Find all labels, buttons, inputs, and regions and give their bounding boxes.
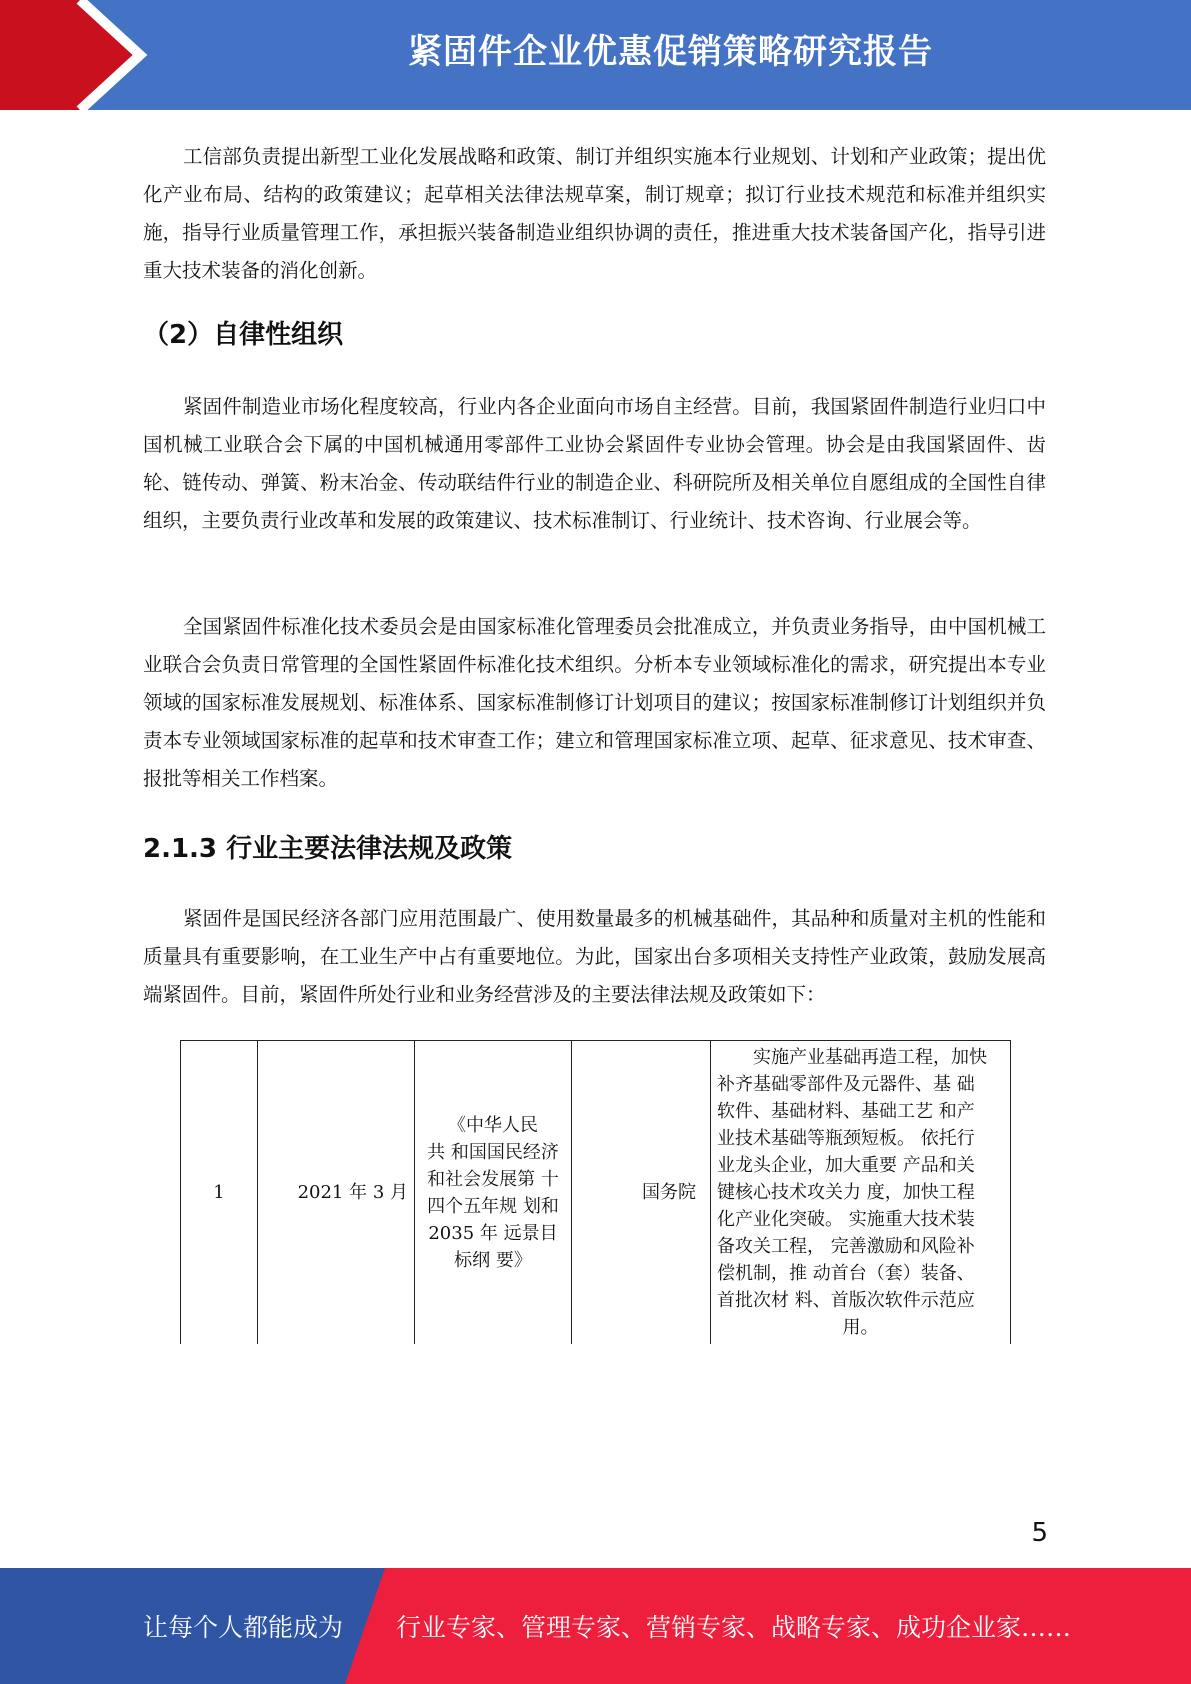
policy-name-line: 标纲 要》 (454, 1249, 532, 1271)
report-title: 紧固件企业优惠促销策略研究报告 (408, 32, 933, 72)
cell-content (711, 1041, 1011, 1345)
policy-name-line: 共 和国国民经济 (427, 1141, 559, 1163)
footer-slogan-right: 行业专家、管理专家、营销专家、战略专家、成功企业家…… (396, 1613, 1072, 1642)
footer-slogan-left: 让每个人都能成为 (143, 1613, 344, 1642)
cell-department: 国务院 (572, 1041, 711, 1345)
content-line: 键核心技术攻关力 度，加快工程 (717, 1182, 975, 1203)
paragraph-miit: 工信部负责提出新型工业化发展战略和政策、制订并组织实施本行业规划、计划和产业政策；提出优化产业布局、结构的政策建议；起草相关法律法规草案，制订规章；拟订行业技术规范和标准并组织实施，指导行业质量管理工作，承担振兴装备制造业组织协调的责任，推进重大技术装备国产化，指导引进重大技术装备的消化创新。 (143, 145, 1046, 282)
content-line: 业技术基础等瓶颈短板。 依托行 (717, 1128, 975, 1149)
policy-table (180, 1040, 1011, 1344)
content-line: 实施产业基础再造工程，加快 (753, 1047, 987, 1068)
policy-name-line: 和社会发展第 十 (427, 1168, 559, 1190)
policy-name-line: 2035 年 远景目 (428, 1222, 558, 1244)
cell-policy-name (415, 1041, 572, 1345)
content-line: 偿机制，推 动首台（套）装备、 (717, 1263, 975, 1284)
policy-name-line: 四个五年规 划和 (427, 1195, 559, 1217)
section-heading-self-regulatory: （2）自律性组织 (143, 320, 344, 350)
paragraph-fastener-intro: 紧固件是国民经济各部门应用范围最广、使用数量最多的机械基础件，其品种和质量对主机的性能和质量具有重要影响，在工业生产中占有重要地位。为此，国家出台多项相关支持性产业政策，鼓励发展高端紧固件。目前，紧固件所处行业和业务经营涉及的主要法律法规及政策如下： (143, 907, 1046, 1006)
cell-date: 2021 年 3 月 (258, 1041, 415, 1345)
section-heading-laws: 2.1.3 行业主要法律法规及政策 (143, 834, 513, 864)
content-line: 业龙头企业，加大重要 产品和关 (717, 1155, 975, 1176)
paragraph-standards-committee: 全国紧固件标准化技术委员会是由国家标准化管理委员会批准成立，并负责业务指导，由中国机械工业联合会负责日常管理的全国性紧固件标准化技术组织。分析本专业领域标准化的需求，研究提出本专业领域的国家标准发展规划、标准体系、国家标准制修订计划项目的建议；按国家标准制修订计划组织并负责本专业领域国家标准的起草和技术审查工作；建立和管理国家标准立项、起草、征求意见、技术审查、报批等相关工作档案。 (143, 615, 1046, 790)
content-line: 软件、基础材料、基础工艺 和产 (717, 1101, 975, 1122)
content-line: 用。 (842, 1317, 879, 1338)
page-number: 5 (1031, 1518, 1048, 1548)
content-line: 备攻关工程， 完善激励和风险补 (717, 1236, 975, 1257)
content-line: 化产业化突破。 实施重大技术装 (717, 1209, 975, 1230)
content-line: 首批次材 料、首版次软件示范应 (717, 1290, 975, 1311)
cell-number: 1 (181, 1041, 258, 1345)
content-line: 补齐基础零部件及元器件、基 础 (717, 1074, 975, 1095)
policy-name-line: 《中华人民 (448, 1114, 538, 1136)
paragraph-association: 紧固件制造业市场化程度较高，行业内各企业面向市场自主经营。目前，我国紧固件制造行业归口中国机械工业联合会下属的中国机械通用零部件工业协会紧固件专业协会管理。协会是由我国紧固件、齿轮、链传动、弹簧、粉末冶金、传动联结件行业的制造企业、科研院所及相关单位自愿组成的全国性自律组织，主要负责行业改革和发展的政策建议、技术标准制订、行业统计、技术咨询、行业展会等。 (143, 395, 1046, 532)
table-row (181, 1041, 1011, 1345)
